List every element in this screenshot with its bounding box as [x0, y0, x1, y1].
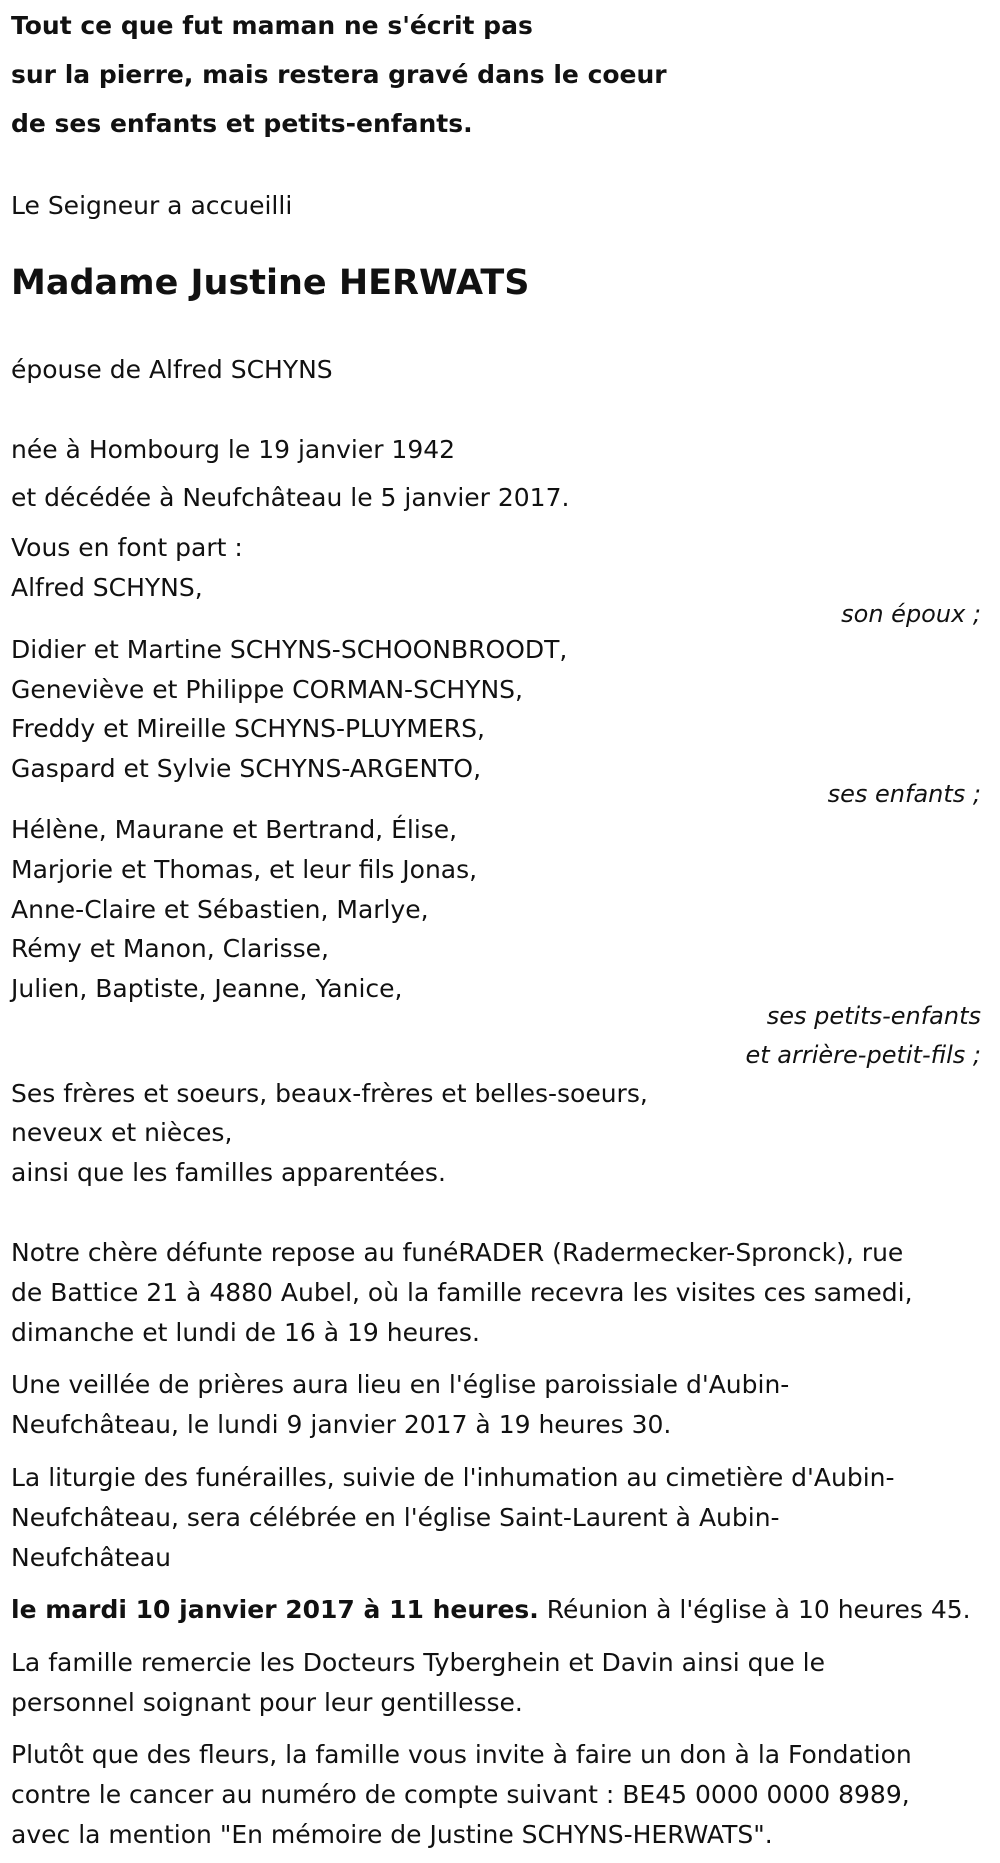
paragraph-line: Neufchâteau, le lundi 9 janvier 2017 à 19 heures 30. — [11, 1410, 672, 1439]
liturgy-meeting: Réunion à l'église à 10 heures 45. — [546, 1595, 971, 1624]
paragraph-line: Notre chère défunte repose au funéRADER (Radermecker-Spronck), rue — [11, 1238, 904, 1267]
family-name-line: Didier et Martine SCHYNS-SCHOONBROODT, — [11, 635, 568, 664]
epitaph-line: de ses enfants et petits-enfants. — [11, 109, 473, 138]
family-name-line: Freddy et Mireille SCHYNS-PLUYMERS, — [11, 714, 485, 743]
epitaph-line: Tout ce que fut maman ne s'écrit pas — [11, 11, 533, 40]
family-name-line: Julien, Baptiste, Jeanne, Yanice, — [11, 974, 403, 1003]
birth-line: née à Hombourg le 19 janvier 1942 — [11, 435, 456, 464]
paragraph-line: contre le cancer au numéro de compte suivant : BE45 0000 0000 8989, — [11, 1780, 910, 1809]
family-name-line: Geneviève et Philippe CORMAN-SCHYNS, — [11, 675, 523, 704]
paragraph-line: Plutôt que des fleurs, la famille vous invite à faire un don à la Fondation — [11, 1740, 912, 1769]
liturgy-date: le mardi 10 janvier 2017 à 11 heures. — [11, 1595, 539, 1624]
paragraph-line: Neufchâteau, sera célébrée en l'église Saint-Laurent à Aubin- — [11, 1503, 780, 1532]
family-text-line: ainsi que les familles apparentées. — [11, 1158, 446, 1187]
relation-label: et arrière-petit-fils ; — [745, 1041, 981, 1069]
paragraph-line: dimanche et lundi de 16 à 19 heures. — [11, 1318, 480, 1347]
intro-text: Le Seigneur a accueilli — [11, 191, 293, 220]
family-text-line: neveux et nièces, — [11, 1118, 233, 1147]
relation-label: ses petits-enfants — [766, 1002, 981, 1030]
family-name-line: Gaspard et Sylvie SCHYNS-ARGENTO, — [11, 754, 482, 783]
paragraph-line: avec la mention "En mémoire de Justine SCHYNS-HERWATS". — [11, 1820, 773, 1849]
relation-label: ses enfants ; — [827, 780, 981, 808]
family-name-line: Anne-Claire et Sébastien, Marlye, — [11, 895, 429, 924]
paragraph-line: personnel soignant pour leur gentillesse. — [11, 1688, 523, 1717]
family-name-line: Hélène, Maurane et Bertrand, Élise, — [11, 815, 458, 844]
death-line: et décédée à Neufchâteau le 5 janvier 2017. — [11, 483, 570, 512]
paragraph-line: Neufchâteau — [11, 1543, 171, 1572]
paragraph-line: de Battice 21 à 4880 Aubel, où la famille recevra les visites ces samedi, — [11, 1278, 913, 1307]
spouse-line: épouse de Alfred SCHYNS — [11, 355, 333, 384]
family-name-line: Rémy et Manon, Clarisse, — [11, 934, 329, 963]
epitaph-line: sur la pierre, mais restera gravé dans le coeur — [11, 60, 667, 89]
paragraph-line: La liturgie des funérailles, suivie de l'inhumation au cimetière d'Aubin- — [11, 1463, 895, 1492]
paragraph-line: La famille remercie les Docteurs Tyberghein et Davin ainsi que le — [11, 1648, 826, 1677]
family-name-line: Alfred SCHYNS, — [11, 573, 203, 602]
liturgy-date-line — [11, 1597, 971, 1622]
family-name-line: Marjorie et Thomas, et leur fils Jonas, — [11, 855, 478, 884]
relation-label: son époux ; — [841, 600, 981, 628]
announce-text: Vous en font part : — [11, 533, 243, 562]
family-text-line: Ses frères et soeurs, beaux-frères et belles-soeurs, — [11, 1079, 648, 1108]
paragraph-line: Une veillée de prières aura lieu en l'église paroissiale d'Aubin- — [11, 1370, 790, 1399]
deceased-name: Madame Justine HERWATS — [11, 263, 530, 303]
